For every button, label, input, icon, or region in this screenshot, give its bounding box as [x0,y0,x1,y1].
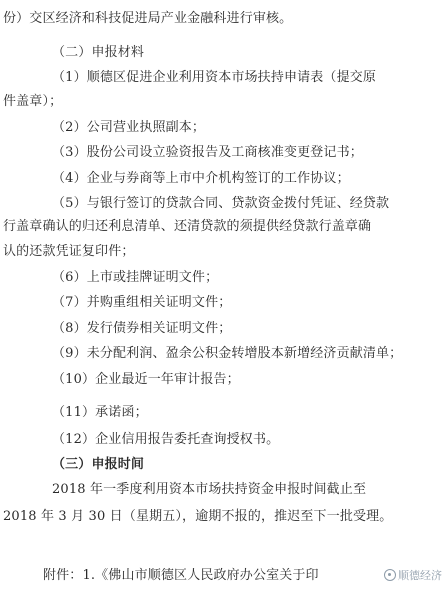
item-2: （2）公司营业执照副本； [52,120,206,135]
item-7: （7）并购重组相关证明文件； [52,295,232,310]
item-9: （9）未分配利润、盈余公积金转增股本新增经济贡献清单； [52,346,403,361]
item-1-line-2: 件盖章）； [3,94,63,109]
item-5-line-3: 认的还款凭证复印件； [3,244,135,259]
deadline-line-1: 2018 年一季度利用资本市场扶持资金申报时间截止至 [52,482,367,497]
item-5-line-1: （5）与银行签订的贷款合同、贷款资金拨付凭证、经贷款 [52,196,390,211]
section-heading-materials: （二）申报材料 [52,45,145,60]
watermark-text: 顺德经济 [398,569,442,582]
item-12: （12）企业信用报告委托查询授权书。 [52,432,280,447]
item-11: （11）承诺函； [52,405,148,420]
section-heading-deadline: （三）申报时间 [52,457,145,472]
item-5-line-2: 行盖章确认的归还利息清单、还清贷款的须提供经贷款行盖章确 [3,219,372,234]
text-line-continuation: 份）交区经济和科技促进局产业金融科进行审核。 [3,11,293,26]
deadline-line-2: 2018 年 3 月 30 日（星期五），逾期不报的，推迟至下一批受理。 [3,509,393,524]
attachment-line: 附件：1.《佛山市顺德区人民政府办公室关于印 [43,568,319,583]
item-6: （6）上市或挂牌证明文件； [52,270,219,285]
item-3: （3）股份公司设立验资报告及工商核准变更登记书； [52,145,363,160]
item-10: （10）企业最近一年审计报告； [52,372,240,387]
item-4: （4）企业与券商等上市中介机构签订的工作协议； [52,171,350,186]
watermark [384,567,442,583]
watermark-logo-icon [384,569,396,581]
item-8: （8）发行债券相关证明文件； [52,321,232,336]
item-1-line-1: （1）顺德区促进企业利用资本市场扶持申请表（提交原 [52,70,377,85]
